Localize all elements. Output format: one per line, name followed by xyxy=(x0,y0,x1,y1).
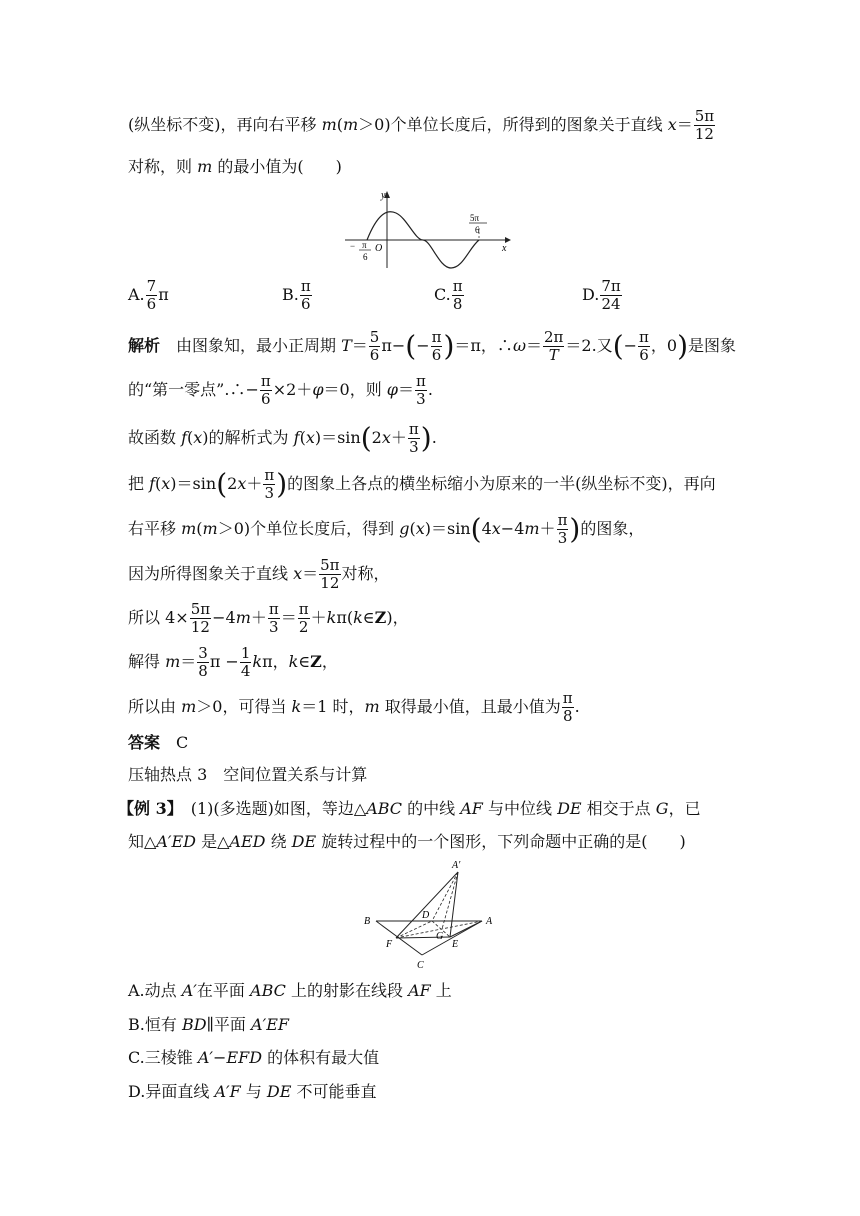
text: ＝ xyxy=(180,652,197,671)
text: ( xyxy=(155,474,162,493)
text: ∥平面 xyxy=(206,1015,252,1034)
var: AED xyxy=(229,832,266,851)
text: . xyxy=(427,380,433,399)
denominator: 8 xyxy=(198,662,208,680)
numerator: π xyxy=(260,372,271,390)
text: )＝sin xyxy=(424,519,471,538)
denominator: 3 xyxy=(264,484,275,502)
text: ＋ xyxy=(250,608,267,627)
text: π− xyxy=(381,336,406,355)
numerator: π xyxy=(416,372,426,390)
var: k xyxy=(288,652,299,671)
text: ( xyxy=(187,428,194,447)
var: m xyxy=(181,519,197,538)
denominator: 3 xyxy=(416,390,426,408)
text: (纵坐标不变)，再向右平移 xyxy=(128,115,322,134)
fraction xyxy=(369,329,381,364)
right-tick-den: 6 xyxy=(475,225,480,235)
var: f xyxy=(181,428,188,447)
paren: ( xyxy=(470,512,482,546)
fraction xyxy=(240,645,252,680)
label-Ap: A′ xyxy=(452,860,461,871)
fraction xyxy=(415,373,427,408)
var: m xyxy=(321,115,337,134)
numerator: 7 xyxy=(146,277,157,295)
var: m xyxy=(343,115,359,134)
text: 取得最小值，且最小值为 xyxy=(379,697,561,716)
option-letter: A. xyxy=(128,285,145,304)
fraction xyxy=(300,278,312,313)
denominator: 4 xyxy=(240,662,251,680)
text: ∈ xyxy=(362,608,375,627)
text: (1)(多选题)如图，等边△ xyxy=(174,799,367,818)
numerator: π xyxy=(431,328,442,346)
var: k xyxy=(252,652,263,671)
denominator: 3 xyxy=(409,438,419,456)
text: 把 xyxy=(128,474,150,493)
var: BD xyxy=(181,1015,207,1034)
numerator: 1 xyxy=(240,644,251,662)
paren: ( xyxy=(216,467,228,501)
denominator: 6 xyxy=(261,390,271,408)
text: ＝ xyxy=(676,115,693,134)
text-line xyxy=(128,601,409,636)
paren: ( xyxy=(360,421,372,455)
example-label: 【例 3】 xyxy=(118,799,175,818)
text: 旋转过程中的一个图形，下列命题中正确的是( ) xyxy=(316,832,686,851)
var: φ xyxy=(386,380,398,399)
text: π xyxy=(158,285,169,304)
text: ( xyxy=(336,115,343,134)
paren: ) xyxy=(443,329,455,363)
text: ＝1 时， xyxy=(301,697,365,716)
text: ＋ xyxy=(539,519,556,538)
denominator: 24 xyxy=(601,295,621,313)
text: −4 xyxy=(212,608,236,627)
text: 相交于点 xyxy=(581,799,656,818)
option-c xyxy=(434,278,465,313)
text: 的中线 xyxy=(402,799,461,818)
integer-set: Z xyxy=(310,652,322,671)
right-tick-num: 5π xyxy=(470,213,480,223)
paren: ) xyxy=(420,421,432,455)
text: ( xyxy=(196,519,203,538)
text: ， xyxy=(321,652,338,671)
section-heading: 压轴热点 3 空间位置关系与计算 xyxy=(128,765,368,784)
denominator: 6 xyxy=(301,295,311,313)
text: 与 xyxy=(240,1082,267,1101)
text: 的体积有最大值 xyxy=(262,1048,380,1067)
text: ，0 xyxy=(650,336,678,355)
text: ( xyxy=(409,519,416,538)
text-line xyxy=(118,798,701,820)
text: ＝ xyxy=(525,336,542,355)
denominator: 8 xyxy=(452,295,463,313)
edge-EA xyxy=(450,921,482,937)
label-E: E xyxy=(452,939,459,950)
paren: ( xyxy=(405,329,417,363)
text: 所以 4× xyxy=(128,608,189,627)
var: m xyxy=(524,519,540,538)
numerator: 5π xyxy=(320,556,340,574)
denominator: 6 xyxy=(639,346,649,364)
paren: ( xyxy=(612,329,624,363)
var: A′EF xyxy=(251,1015,289,1034)
denominator: 8 xyxy=(562,707,573,725)
text: π − xyxy=(209,652,239,671)
denominator: 12 xyxy=(190,618,210,636)
fraction xyxy=(431,329,443,364)
text-line xyxy=(128,467,716,502)
paren: ) xyxy=(569,512,581,546)
var: A′ED xyxy=(156,832,197,851)
text: )＝sin xyxy=(314,428,361,447)
text: 2 xyxy=(227,474,238,493)
text: ＝2.又 xyxy=(565,336,613,355)
numerator: π xyxy=(408,420,419,438)
text: ＞0，可得当 xyxy=(196,697,292,716)
var: m xyxy=(364,697,380,716)
var: ω xyxy=(512,336,526,355)
var: A′ xyxy=(197,1048,214,1067)
choice-b xyxy=(128,1014,289,1036)
text: 与中位线 xyxy=(482,799,558,818)
option-d xyxy=(582,278,623,313)
text: 右平移 xyxy=(128,519,182,538)
numerator: π xyxy=(264,466,275,484)
paren: ) xyxy=(677,329,689,363)
choice-a xyxy=(128,980,452,1002)
text-line xyxy=(128,557,390,592)
pyramid-figure xyxy=(350,855,510,975)
text: ＋ xyxy=(390,428,407,447)
var: g xyxy=(399,519,410,538)
var: m xyxy=(235,608,251,627)
text: 上 xyxy=(430,981,452,1000)
text-line xyxy=(128,690,580,725)
text-line xyxy=(128,421,437,456)
denominator: 3 xyxy=(557,529,568,547)
text: )的解析式为 xyxy=(202,428,294,447)
numerator: π xyxy=(452,277,463,295)
fraction xyxy=(268,601,280,636)
text: − xyxy=(623,336,638,355)
text: . xyxy=(574,697,580,716)
var: G xyxy=(655,799,669,818)
text: C.三棱锥 xyxy=(128,1048,198,1067)
fraction xyxy=(197,645,209,680)
origin-label: O xyxy=(375,243,383,254)
var: m xyxy=(202,519,218,538)
text-line xyxy=(128,156,342,178)
fraction xyxy=(298,601,310,636)
fraction xyxy=(452,278,464,313)
var: T xyxy=(341,336,352,355)
var: x xyxy=(667,115,677,134)
option-a xyxy=(128,278,169,313)
text: 的图象， xyxy=(580,519,645,538)
text: 的“第一零点”.∴− xyxy=(128,380,259,399)
fraction xyxy=(543,329,564,364)
text: − xyxy=(213,1048,227,1067)
label-C: C xyxy=(417,960,424,971)
var: x xyxy=(491,519,501,538)
var: m xyxy=(181,697,197,716)
x-label: x xyxy=(502,243,507,254)
var: x xyxy=(161,474,171,493)
var: x xyxy=(293,564,303,583)
denominator: T xyxy=(548,346,559,364)
fraction xyxy=(408,421,420,456)
text: )， xyxy=(386,608,409,627)
var: x xyxy=(237,474,247,493)
label-A: A xyxy=(486,916,493,927)
numerator: π xyxy=(298,600,309,618)
var: AF xyxy=(408,981,431,1000)
fraction xyxy=(694,108,715,143)
text: ＝π，∴ xyxy=(454,336,513,355)
text: 所以由 xyxy=(128,697,182,716)
var: EFD xyxy=(226,1048,263,1067)
numerator: π xyxy=(639,328,649,346)
label-D: D xyxy=(422,910,430,921)
edge-ApD xyxy=(432,872,458,921)
neg-sign: − xyxy=(350,241,356,251)
fraction xyxy=(557,512,569,547)
text: ＝ xyxy=(351,336,368,355)
label-F: F xyxy=(386,939,393,950)
label-G: G xyxy=(436,931,444,942)
denominator: 12 xyxy=(320,574,340,592)
text: ＋ xyxy=(246,474,263,493)
text: 的图象上各点的横坐标缩小为原来的一半(纵坐标不变)，再向 xyxy=(287,474,716,493)
var: AF xyxy=(460,799,483,818)
text: ＋ xyxy=(310,608,327,627)
text: 在平面 xyxy=(196,981,251,1000)
text: ∈ xyxy=(298,652,311,671)
var: k xyxy=(291,697,302,716)
option-b xyxy=(282,278,313,313)
text: 是图象 xyxy=(688,336,737,355)
text: D.异面直线 xyxy=(128,1082,215,1101)
text: −4 xyxy=(500,519,525,538)
text: . xyxy=(431,428,437,447)
option-letter: D. xyxy=(582,285,600,304)
text: ×2＋ xyxy=(272,380,313,399)
fraction xyxy=(319,557,340,592)
var: k xyxy=(353,608,363,627)
var: A′ xyxy=(181,981,197,1000)
var: x xyxy=(305,428,315,447)
paren: ) xyxy=(276,467,288,501)
text: − xyxy=(416,336,430,355)
text: 故函数 xyxy=(128,428,182,447)
text: 由图象知，最小正周期 xyxy=(160,336,342,355)
var: DE xyxy=(557,799,582,818)
text: ＝ xyxy=(398,380,415,399)
text: ＞0)个单位长度后，得到 xyxy=(217,519,400,538)
text: 不可能垂直 xyxy=(291,1082,377,1101)
text-line xyxy=(128,512,644,547)
numerator: 2π xyxy=(544,328,564,346)
var: m xyxy=(197,157,213,176)
denominator: 2 xyxy=(298,618,309,636)
var: f xyxy=(293,428,300,447)
answer-line xyxy=(128,732,188,754)
text-line xyxy=(128,373,433,408)
fraction xyxy=(146,278,158,313)
var: ABC xyxy=(366,799,403,818)
edge-FD xyxy=(396,921,432,938)
var: k xyxy=(326,608,337,627)
text: ＞0)个单位长度后，所得到的图象关于直线 xyxy=(358,115,668,134)
numerator: 5π xyxy=(190,600,211,618)
numerator: π xyxy=(562,689,573,707)
text: ＝0，则 xyxy=(323,380,387,399)
text: B.恒有 xyxy=(128,1015,182,1034)
text: 是△ xyxy=(196,832,230,851)
text: 绕 xyxy=(265,832,292,851)
fraction xyxy=(600,278,621,313)
var: f xyxy=(149,474,156,493)
var: m xyxy=(165,652,181,671)
answer-label: 答案 xyxy=(128,733,161,752)
fraction xyxy=(260,373,272,408)
option-letter: B. xyxy=(282,285,299,304)
fraction xyxy=(263,467,275,502)
text-line xyxy=(128,645,338,680)
var: A′F xyxy=(214,1082,241,1101)
choice-d xyxy=(128,1081,377,1103)
text: ＝ xyxy=(280,608,297,627)
var: x xyxy=(193,428,203,447)
numerator: π xyxy=(268,600,279,618)
text: ( xyxy=(299,428,306,447)
numerator: 7π xyxy=(601,277,621,295)
integer-set: Z xyxy=(374,608,387,627)
text: ，已 xyxy=(668,799,701,818)
var: ABC xyxy=(250,981,286,1000)
fraction xyxy=(562,690,574,725)
text: 上的射影在线段 xyxy=(285,981,409,1000)
var: x xyxy=(415,519,425,538)
text: π( xyxy=(336,608,354,627)
solution-label: 解析 xyxy=(128,336,161,355)
text: 知△ xyxy=(128,832,157,851)
numerator: π xyxy=(557,511,568,529)
text: 2 xyxy=(371,428,382,447)
answer-value: C xyxy=(160,733,189,752)
denominator: 6 xyxy=(146,295,157,313)
var: DE xyxy=(266,1082,292,1101)
option-letter: C. xyxy=(434,285,451,304)
text: ＝ xyxy=(302,564,319,583)
fraction xyxy=(190,601,211,636)
denominator: 12 xyxy=(694,125,714,143)
label-B: B xyxy=(364,916,371,927)
numerator: π xyxy=(300,277,311,295)
var: x xyxy=(381,428,391,447)
text: 的最小值为( ) xyxy=(212,157,342,176)
y-label: y xyxy=(381,190,386,201)
text: )＝sin xyxy=(170,474,217,493)
denominator: 3 xyxy=(269,618,279,636)
sine-graph xyxy=(345,188,515,270)
var: DE xyxy=(291,832,317,851)
numerator: 5π xyxy=(694,107,715,125)
left-tick-num: π xyxy=(362,240,367,250)
text-line xyxy=(128,831,686,853)
numerator: 5 xyxy=(369,328,380,346)
text: A.动点 xyxy=(128,981,182,1000)
numerator: 3 xyxy=(198,644,208,662)
var: φ xyxy=(312,380,324,399)
text: π， xyxy=(262,652,289,671)
edge-ApF xyxy=(396,872,458,938)
left-tick-den: 6 xyxy=(363,252,368,262)
text: 因为所得图象关于直线 xyxy=(128,564,294,583)
text: 解得 xyxy=(128,652,166,671)
denominator: 6 xyxy=(369,346,380,364)
denominator: 6 xyxy=(431,346,442,364)
text: 对称，则 xyxy=(128,157,198,176)
text-line xyxy=(128,329,736,364)
text: 对称， xyxy=(341,564,390,583)
choice-c xyxy=(128,1047,379,1069)
text: 4 xyxy=(481,519,492,538)
text-line xyxy=(128,108,716,143)
fraction xyxy=(638,329,650,364)
